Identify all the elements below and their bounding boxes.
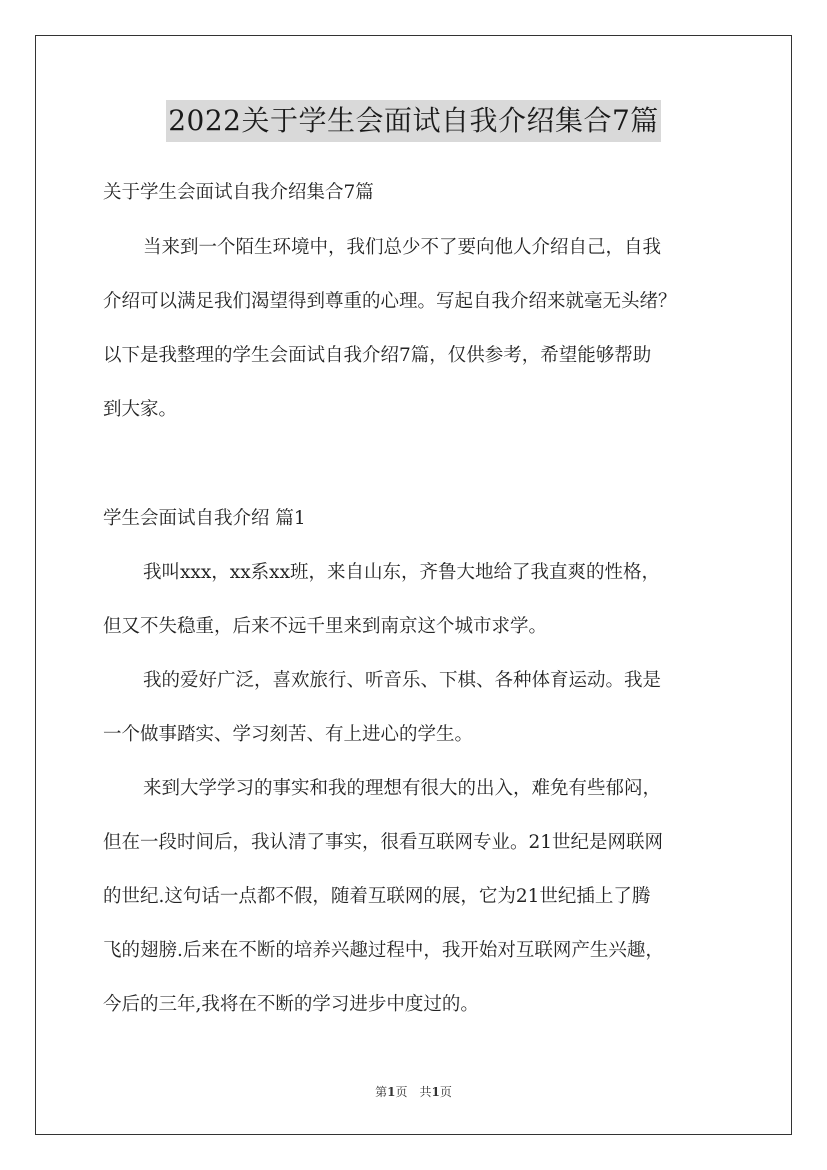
- paragraph-line: 今后的三年,我将在不断的学习进步中度过的。: [103, 994, 479, 1015]
- document-title-container: [0, 100, 827, 142]
- intro-line: 到大家。: [103, 399, 178, 420]
- intro-line: 以下是我整理的学生会面试自我介绍7篇，仅供参考，希望能够帮助: [103, 345, 652, 366]
- paragraph-line: 但在一段时间后，我认清了事实，很看互联网专业。21世纪是网联网: [103, 832, 664, 853]
- document-subtitle: 关于学生会面试自我介绍集合7篇: [103, 182, 374, 203]
- intro-line: 当来到一个陌生环境中，我们总少不了要向他人介绍自己，自我: [143, 237, 662, 258]
- page-number-current: 1: [387, 1085, 396, 1099]
- page-number-separator: 页 共: [395, 1085, 432, 1099]
- paragraph-line: 我的爱好广泛，喜欢旅行、听音乐、下棋、各种体育运动。我是: [143, 670, 662, 691]
- page-number-total: 1: [431, 1085, 440, 1099]
- paragraph-line: 我叫xxx，xx系xx班，来自山东，齐鲁大地给了我直爽的性格，: [143, 562, 661, 583]
- intro-line: 介绍可以满足我们渴望得到尊重的心理。写起自我介绍来就毫无头绪？: [103, 291, 677, 312]
- page-number-prefix: 第: [375, 1085, 388, 1099]
- paragraph-line: 来到大学学习的事实和我的理想有很大的出入，难免有些郁闷，: [143, 778, 662, 799]
- page-footer: [0, 1084, 827, 1100]
- page-number-suffix: 页: [439, 1085, 452, 1099]
- section-heading: 学生会面试自我介绍 篇1: [103, 508, 306, 529]
- paragraph-line: 但又不失稳重，后来不远千里来到南京这个城市求学。: [103, 616, 548, 637]
- document-title: 2022关于学生会面试自我介绍集合7篇: [166, 100, 661, 142]
- paragraph-line: 一个做事踏实、学习刻苦、有上进心的学生。: [103, 724, 474, 745]
- paragraph-line: 飞的翅膀.后来在不断的培养兴趣过程中，我开始对互联网产生兴趣，: [103, 940, 664, 961]
- paragraph-line: 的世纪.这句话一点都不假，随着互联网的展，它为21世纪插上了腾: [103, 886, 651, 907]
